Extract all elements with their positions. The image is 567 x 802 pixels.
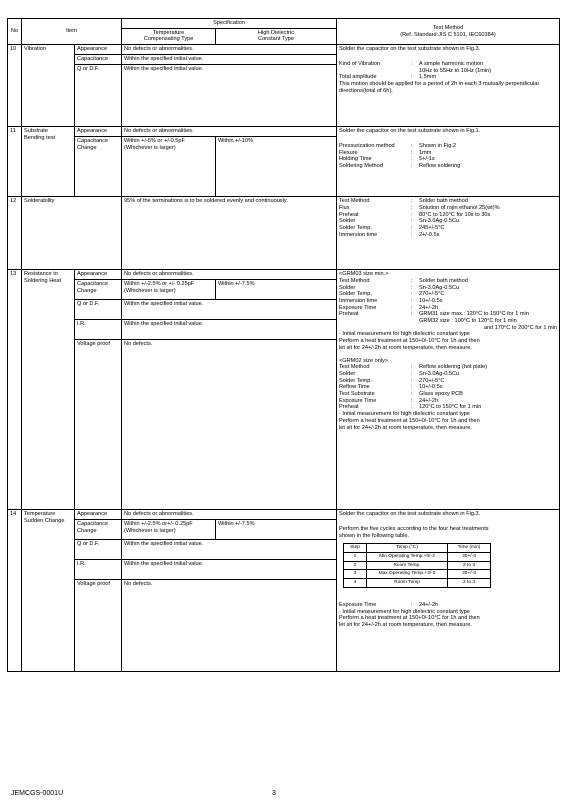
row-13-b5: Test Substrate : Glass epoxy PCB xyxy=(339,391,463,398)
spec-table xyxy=(7,18,560,672)
row-10-l2: Total amplitude : 1.5mm xyxy=(339,74,437,81)
heat-cycle-header xyxy=(344,544,491,553)
document-code: JEMCGS-0001U xyxy=(11,790,64,797)
row-13-appearance-spec: No defects or abnormalities. xyxy=(122,270,337,280)
row-11-test-method xyxy=(337,127,560,197)
row-11-tc-spec: Within +/-5% or +/-0.5pF (Whichever is larger) xyxy=(122,137,216,197)
row-13-a4: Immersion time : 10+/-0.5s xyxy=(339,297,443,304)
row-12-l5: Solder Temp. : 245+/-5°C xyxy=(339,224,445,231)
header-item: Item xyxy=(22,19,122,45)
heat-cycle-step-header: Step xyxy=(344,544,367,553)
row-14-t2: Perform the five cycles according to the four heat treatments xyxy=(339,525,489,532)
header-temp-comp-1: Temperature xyxy=(152,29,185,36)
row-14-sub-appearance: Appearance xyxy=(75,510,122,520)
row-13-b2: Solder : Sn-3.0Ag-0.5Cu xyxy=(339,370,460,377)
row-13-a6b: GRM32 size : 100°C to 120°C for 1 min xyxy=(419,318,517,325)
row-13-m2: Perform a heat treatment at 150+0/-10°C for 1h and then xyxy=(339,417,480,424)
row-14-no: 14 xyxy=(8,510,22,672)
row-13-voltage-spec: No defects. xyxy=(122,340,337,510)
page-number: 3 xyxy=(272,790,276,797)
row-11-appearance-spec: No defects or abnormalities. xyxy=(122,127,337,137)
row-14-appearance xyxy=(8,510,560,520)
row-14-test-method xyxy=(337,510,560,672)
row-13-m3: let sit for 24+/-2h at room temperature, then measure. xyxy=(339,424,472,431)
row-10-test-method xyxy=(337,45,560,127)
row-11-item: Substrate Bending test xyxy=(22,127,75,197)
row-10-appearance xyxy=(8,45,560,55)
row-12-l6: Immersion time : 2+/-0.5s xyxy=(339,231,440,238)
row-13-b4: Reflow Time : 10+/-0.5s xyxy=(339,384,443,391)
row-13-h1: <GRM03 size min.> xyxy=(339,271,389,278)
heat-cycle-time-header: Time (min) xyxy=(448,544,491,553)
row-10-sub-capacitance: Capacitance xyxy=(75,55,122,65)
row-14-n1: · Initial measurement for high dielectric constant type xyxy=(339,608,470,615)
header-high-diel xyxy=(216,28,337,44)
row-11-no: 11 xyxy=(8,127,22,197)
row-13-sub-qdf: Q or D.F. xyxy=(75,300,122,320)
row-14-t3: shown in the following table. xyxy=(339,532,409,539)
row-13-sub-voltage: Voltage proof xyxy=(75,340,122,510)
row-13-ir-spec: Within the specified initial value. xyxy=(122,320,337,340)
row-14-sub-qdf: Q or D.F. xyxy=(75,540,122,560)
row-10-capacitance-spec: Within the specified initial value. xyxy=(122,55,337,65)
row-10-no: 10 xyxy=(8,45,22,127)
row-13-tc-spec: Within +/-2.5% or +/- 0.25pF (Whichever is larger) xyxy=(122,280,216,300)
row-11-sub-capacitance: Capacitance Change xyxy=(75,137,122,197)
header-specification: Specification xyxy=(122,19,337,29)
row-11-l1: Pressurization method : Shown in Fig.2 xyxy=(339,142,457,149)
row-13-n1: · Initial measurement for high dielectric constant type xyxy=(339,331,470,338)
row-10-l1: Kind of Vibration : A simple harmonic motion xyxy=(339,60,484,67)
row-11-appearance xyxy=(8,127,560,137)
row-10-sub-appearance: Appearance xyxy=(75,45,122,55)
row-13-no: 13 xyxy=(8,270,22,510)
header-temp-comp xyxy=(122,28,216,44)
row-10-t2: This motion should be applied for a period of 2h in each 3 mutually perpendicular directions(total of 6h). xyxy=(339,80,540,94)
row-11-t1: Solder the capacitor on the test substrate shown in Fig.1. xyxy=(339,128,481,135)
row-14-sub-ir: I.R. xyxy=(75,560,122,580)
heat-cycle-table xyxy=(343,543,491,588)
row-13-sub-capacitance: Capacitance Change xyxy=(75,280,122,300)
row-12 xyxy=(8,197,560,270)
header-high-diel-2: Constant Type xyxy=(258,36,294,43)
row-13-a6c: and 170°C to 200°C for 1 min xyxy=(483,324,558,331)
row-13-b7: Preheat : 120°C to 150°C for 1 min xyxy=(339,404,482,411)
row-13-m1: · Initial measurement for high dielectric constant type xyxy=(339,411,470,418)
row-12-test-method xyxy=(337,197,560,270)
row-14-sub-voltage: Voltage proof xyxy=(75,580,122,672)
heat-cycle-temp-header: Temp.(°C) xyxy=(367,544,448,553)
row-12-l1: Test Method : Solder bath method xyxy=(339,198,468,205)
row-14-appearance-spec: No defects or abnormalities. xyxy=(122,510,337,520)
heat-cycle-row: 4 Room Temp 2 to 3 xyxy=(344,579,491,588)
row-10-item: Vibration xyxy=(22,45,75,127)
row-13-sub-appearance: Appearance xyxy=(75,270,122,280)
row-14-ir-spec: Within the specified initial value. xyxy=(122,560,337,580)
row-10-qdf-spec: Within the specified initial value. xyxy=(122,65,337,127)
header-high-diel-1: High Dielectric xyxy=(257,29,295,36)
row-13-a1: Test Method : Solder bath method xyxy=(339,277,468,284)
row-13-h2: <GRM02 size only> xyxy=(339,357,389,364)
row-10-t1: Solder the capacitor on the test substrate shown in Fig.3. xyxy=(339,46,481,53)
row-14-e1: Exposure Time : 24+/-2h xyxy=(339,601,439,608)
row-12-l3: Preheat : 80°C to 120°C for 10s to 30s xyxy=(339,211,491,218)
heat-cycle-row: 1 Min.Operating Temp.+0/-3 30+/-3 xyxy=(344,552,491,561)
row-11-l4: Soldering Method : Reflow soldering xyxy=(339,162,461,169)
row-13-qdf-spec: Within the specified initial value. xyxy=(122,300,337,320)
row-13-a6: Preheat : GRM31 size max.: 120°C to 150°C for 1 min xyxy=(339,311,529,318)
row-11-l3: Holding Time : 5+/-1s xyxy=(339,156,435,163)
row-13-a5: Exposure Time : 24+/-2h xyxy=(339,304,439,311)
heat-cycle-row: 3 Max.Operating Temp.+3/-0 30+/-3 xyxy=(344,570,491,579)
row-13-sub-ir: I.R. xyxy=(75,320,122,340)
row-13-a3: Solder Temp. : 270+/-5°C xyxy=(339,291,445,298)
row-11-hd-spec: Within +/-10% xyxy=(216,137,337,197)
header-test-method xyxy=(337,19,560,45)
row-14-n3: let sit for 24+/-2h at room temperature, then measure. xyxy=(339,622,472,629)
row-13-item: Resistance to Soldering Heat xyxy=(22,270,75,510)
row-11-l2: Flexure : 1mm xyxy=(339,149,432,156)
row-10-appearance-spec: No defects or abnormalities. xyxy=(122,45,337,55)
header-test-method-ref: (Ref. Standard:JIS C 5101, IEC60384) xyxy=(400,31,496,38)
row-13-n2: Perform a heat treatment at 150+0/-10°C for 1h and then xyxy=(339,338,480,345)
row-12-no: 12 xyxy=(8,197,22,270)
row-13-b6: Exposure Time : 24+/-2h xyxy=(339,397,439,404)
row-12-l4: Solder : Sn-3.0Ag-0.5Cu xyxy=(339,218,460,225)
row-13-b3: Solder Temp. : 270+/-5°C xyxy=(339,377,445,384)
heat-cycle-row: 2 Room Temp. 2 to 3 xyxy=(344,561,491,570)
row-14-n2: Perform a heat treatment at 150+0/-10°C for 1h and then xyxy=(339,615,480,622)
row-14-t1: Solder the capacitor on the test substrate shown in Fig.3. xyxy=(339,511,481,518)
row-13-test-method xyxy=(337,270,560,510)
row-13-hd-spec: Within +/-7.5% xyxy=(216,280,337,300)
row-10-sub-qdf: Q or D.F. xyxy=(75,65,122,127)
row-14-qdf-spec: Within the specified initial value. xyxy=(122,540,337,560)
header-test-method-title: Test Method xyxy=(432,24,464,31)
row-13-appearance xyxy=(8,270,560,280)
row-12-l2: Flux : Solution of rojin ethanol 25(wt)% xyxy=(339,204,500,211)
row-12-spec: 95% of the terminations is to be soldered evenly and continuously. xyxy=(122,197,337,270)
row-14-item: Temperature Sudden Change xyxy=(22,510,75,672)
row-14-hd-spec: Within +/-7.5% xyxy=(216,520,337,540)
header-row xyxy=(8,19,560,29)
row-13-b1: Test Method : Reflow soldering (hot plate) xyxy=(339,364,488,371)
row-14-sub-capacitance: Capacitance Change xyxy=(75,520,122,540)
row-13-a2: Solder : Sn-3.0Ag-0.5Cu xyxy=(339,284,460,291)
row-11-sub-appearance: Appearance xyxy=(75,127,122,137)
row-12-item: Solderability xyxy=(22,197,122,270)
header-no: No xyxy=(8,19,22,45)
row-14-voltage-spec: No defects. xyxy=(122,580,337,672)
row-14-tc-spec: Within +/-2.5% or+/- 0.25pF (Whichever is larger) xyxy=(122,520,216,540)
header-temp-comp-2: Compensating Type xyxy=(143,36,194,43)
row-13-n3: let sit for 24+/-2h at room temperature, then measure. xyxy=(339,344,472,351)
row-10-l1b: 10Hz to 55Hz to 10Hz (1min) xyxy=(419,67,492,74)
